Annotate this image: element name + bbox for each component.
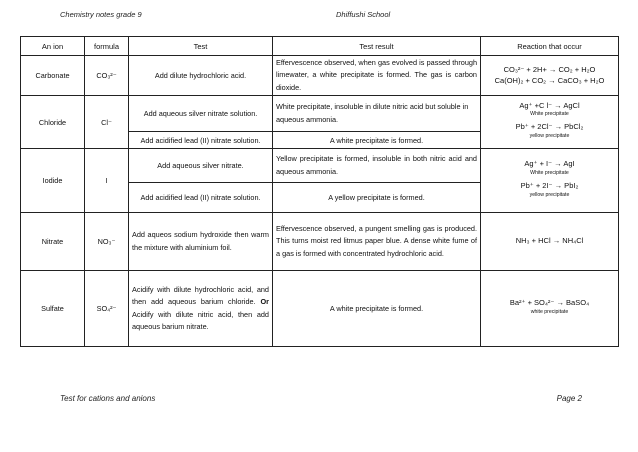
result-cell: A white precipitate is formed.	[273, 271, 481, 347]
test-cell	[129, 271, 273, 347]
reaction-equation: Pb⁺ + 2I⁻ → PbI₂	[520, 180, 579, 190]
test-or-text: Or	[260, 297, 269, 307]
precipitate-note: yellow precipitate	[529, 133, 570, 140]
reaction-cell	[481, 149, 619, 213]
precipitate-note: yellow precipitate	[529, 191, 570, 198]
test-cell: Add aqueos sodium hydroxide then warm the mixture with aluminium foil.	[129, 213, 273, 271]
reaction-cell	[481, 271, 619, 347]
precipitate-note: white precipitate	[530, 308, 569, 315]
ion-formula: Cl⁻	[85, 96, 129, 149]
reaction-equation: CO₃²⁻ + 2H+ → CO₂ + H₂O	[503, 64, 596, 74]
reaction-equation: Ba²⁺ + SO₄²⁻ → BaSO₄	[509, 297, 590, 307]
col-header-reaction: Reaction that occur	[481, 37, 619, 56]
ion-name: Iodide	[21, 149, 85, 213]
col-header-formula: formula	[85, 37, 129, 56]
result-cell: A white precipitate is formed.	[273, 132, 481, 149]
reaction-equation: Ag⁺ +C l⁻ → AgCl	[519, 100, 580, 110]
ion-name: Sulfate	[21, 271, 85, 347]
table-row-iodide	[21, 149, 619, 183]
result-cell: A yellow precipitate is formed.	[273, 183, 481, 213]
reaction-equation: Pb⁺ + 2Cl⁻ → PbCl₂	[515, 122, 584, 132]
table-row-chloride	[21, 96, 619, 132]
test-cell: Add dilute hydrochloric acid.	[129, 56, 273, 96]
header-school: Dhiffushi School	[336, 10, 391, 19]
ion-name: Carbonate	[21, 56, 85, 96]
table-header-row	[21, 37, 619, 56]
test-cell: Add aqueous silver nitrate.	[129, 149, 273, 183]
reaction-cell	[481, 213, 619, 271]
precipitate-note: White precipitate	[530, 111, 569, 118]
ion-name: Chloride	[21, 96, 85, 149]
reaction-equation: NH₃ + HCl → NH₄Cl	[515, 236, 584, 246]
table-row-carbonate	[21, 56, 619, 96]
test-cell: Add aqueous silver nitrate solution.	[129, 96, 273, 132]
ion-formula: SO₄²⁻	[85, 271, 129, 347]
result-cell: Effervescence observed, when gas evolved is passed through limewater, a white precipitate is formed. The gas is carbon dioxide.	[273, 56, 481, 96]
col-header-ion: An ion	[21, 37, 85, 56]
header-title: Chemistry notes grade 9	[60, 10, 142, 19]
test-cell: Add acidified lead (II) nitrate solution.	[129, 183, 273, 213]
result-cell: Yellow precipitate is formed, insoluble in both nitric acid and aqueous ammonia.	[273, 149, 481, 183]
reaction-equation: Ca(OH)₂ + CO₂ → CaCO₃ + H₂O	[494, 75, 605, 85]
footer-title: Test for cations and anions	[60, 394, 156, 403]
page-number: Page 2	[556, 394, 582, 403]
result-cell: Effervescence observed, a pungent smelling gas is produced. This turns moist red litmus paper blue. A dense white fume of a gas is formed with concentrated hydrochloric acid.	[273, 213, 481, 271]
anion-test-table	[20, 36, 619, 347]
ion-name: Nitrate	[21, 213, 85, 271]
table-row-sulfate	[21, 271, 619, 347]
ion-formula: NO₃⁻	[85, 213, 129, 271]
col-header-result: Test result	[273, 37, 481, 56]
col-header-test: Test	[129, 37, 273, 56]
precipitate-note: White precipitate	[530, 169, 569, 176]
test-text: Acidify with dilute hydrochloric acid, and then add aqueous barium chloride.	[132, 284, 269, 307]
test-text: Acidify with dilute nitric acid, then add aqueous barium nitrate.	[132, 309, 269, 332]
table-row-nitrate	[21, 213, 619, 271]
test-cell: Add acidified lead (II) nitrate solution.	[129, 132, 273, 149]
reaction-cell	[481, 96, 619, 149]
ion-formula: I	[85, 149, 129, 213]
reaction-cell	[481, 56, 619, 96]
reaction-equation: Ag⁺ + I⁻ → AgI	[524, 159, 575, 169]
ion-formula: CO₃²⁻	[85, 56, 129, 96]
result-cell: White precipitate, insoluble in dilute nitric acid but soluble in aqueous ammonia.	[273, 96, 481, 132]
